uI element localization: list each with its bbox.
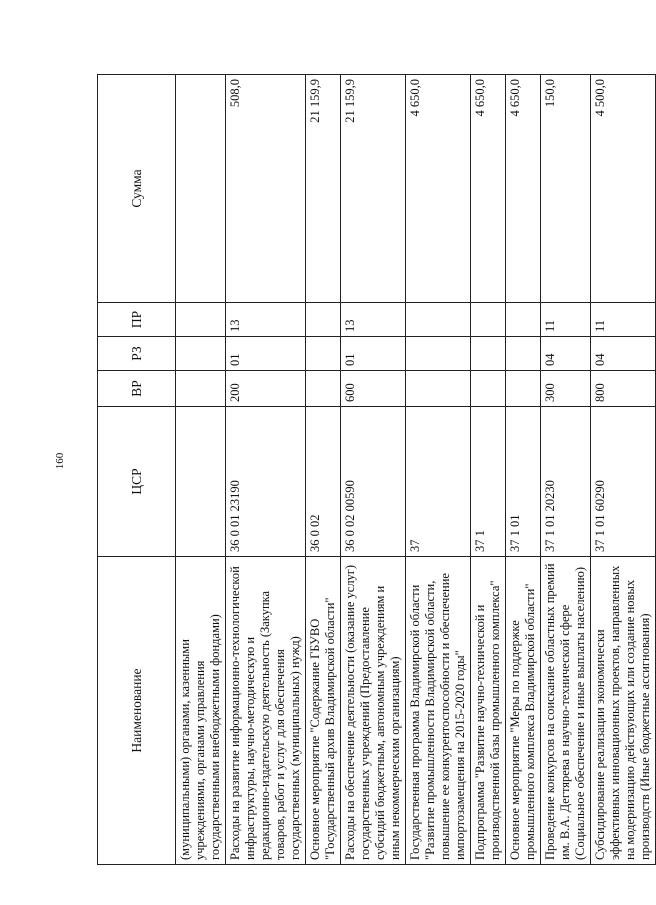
row-sum: 150,0: [541, 75, 591, 303]
table-row: [406, 75, 471, 865]
row-pr: 13: [226, 303, 306, 337]
header-vr: ВР: [98, 371, 176, 407]
row-rz: [306, 337, 341, 371]
row-sum: 4 650,0: [506, 75, 541, 303]
header-name: Наименование: [98, 557, 176, 865]
table-row: [506, 75, 541, 865]
row-vr: 300: [541, 371, 591, 407]
table-row: [541, 75, 591, 865]
row-csr: 37 1 01: [506, 407, 541, 557]
header-csr: ЦСР: [98, 407, 176, 557]
row-name: Подпрограмма "Развитие научно-технической и производственной базы промышленного комплекса": [471, 557, 506, 865]
row-csr: [176, 407, 226, 557]
row-rz: [176, 337, 226, 371]
row-rz: 01: [341, 337, 406, 371]
row-csr: 37 1: [471, 407, 506, 557]
row-name: Расходы на развитие информационно-технологической инфраструктуры, научно-методическую и редакционно-издательскую деятельность (Закупка товаров, работ и услуг для обеспечения государственных (муниципальных) нужд): [226, 557, 306, 865]
row-sum: 508,0: [226, 75, 306, 303]
row-rz: 04: [591, 337, 656, 371]
row-vr: [176, 371, 226, 407]
row-csr: 36 0 02 00590: [341, 407, 406, 557]
row-name: Проведение конкурсов на соискание областных премий им. В.А. Дегтярева в научно-технической сфере (Социальное обеспечение и иные выплаты населению): [541, 557, 591, 865]
table-row: [226, 75, 306, 865]
row-name: Основное мероприятие "Меры по поддержке промышленного комплекса Владимирской области": [506, 557, 541, 865]
row-sum: 21 159,9: [306, 75, 341, 303]
row-csr: 37 1 01 60290: [591, 407, 656, 557]
rotated-table-container: [97, 75, 652, 865]
row-csr: 37 1 01 20230: [541, 407, 591, 557]
header-pr: ПР: [98, 303, 176, 337]
row-pr: 11: [541, 303, 591, 337]
row-csr: 36 0 02: [306, 407, 341, 557]
row-rz: [406, 337, 471, 371]
row-csr: 37: [406, 407, 471, 557]
row-pr: [506, 303, 541, 337]
row-csr: 36 0 01 23190: [226, 407, 306, 557]
table-header-row: [98, 75, 176, 865]
row-pr: [406, 303, 471, 337]
row-vr: [506, 371, 541, 407]
row-rz: [471, 337, 506, 371]
header-sum: Сумма: [98, 75, 176, 303]
page-number: 160: [54, 452, 66, 470]
row-sum: 4 650,0: [406, 75, 471, 303]
row-vr: 600: [341, 371, 406, 407]
row-rz: [506, 337, 541, 371]
row-vr: 200: [226, 371, 306, 407]
row-pr: [306, 303, 341, 337]
row-rz: 01: [226, 337, 306, 371]
row-sum: 4 500,0: [591, 75, 656, 303]
table-row: [471, 75, 506, 865]
row-rz: 04: [541, 337, 591, 371]
row-pr: [471, 303, 506, 337]
table-row: [341, 75, 406, 865]
row-name: Основное мероприятие "Содержание ГБУВО "Государственный архив Владимирской области": [306, 557, 341, 865]
row-pr: [176, 303, 226, 337]
row-name: (муниципальными) органами, казенными учреждениями, органами управления государственными внебюджетными фондами): [176, 557, 226, 865]
row-vr: [471, 371, 506, 407]
row-vr: 800: [591, 371, 656, 407]
row-name: Расходы на обеспечение деятельности (оказание услуг) государственных учреждений (Предоставление субсидий бюджетным, автономным учреждениям и иным некоммерческим организациям): [341, 557, 406, 865]
row-sum: 4 650,0: [471, 75, 506, 303]
row-vr: [406, 371, 471, 407]
row-sum: [176, 75, 226, 303]
table-row: [306, 75, 341, 865]
row-vr: [306, 371, 341, 407]
row-name: Субсидирование реализации экономически эффективных инновационных проектов, направленных на модернизацию действующих или создание новых производств (Иные бюджетные ассигнования): [591, 557, 656, 865]
row-sum: 21 159,9: [341, 75, 406, 303]
row-pr: 13: [341, 303, 406, 337]
table-row: [176, 75, 226, 865]
row-name: Государственная программа Владимирской области "Развитие промышленности Владимирской области, повышение ее конкурентоспособности и обеспечение импортозамещения на 2015-2020 годы": [406, 557, 471, 865]
row-pr: 11: [591, 303, 656, 337]
budget-table: [97, 74, 656, 865]
table-row: [591, 75, 656, 865]
header-rz: РЗ: [98, 337, 176, 371]
